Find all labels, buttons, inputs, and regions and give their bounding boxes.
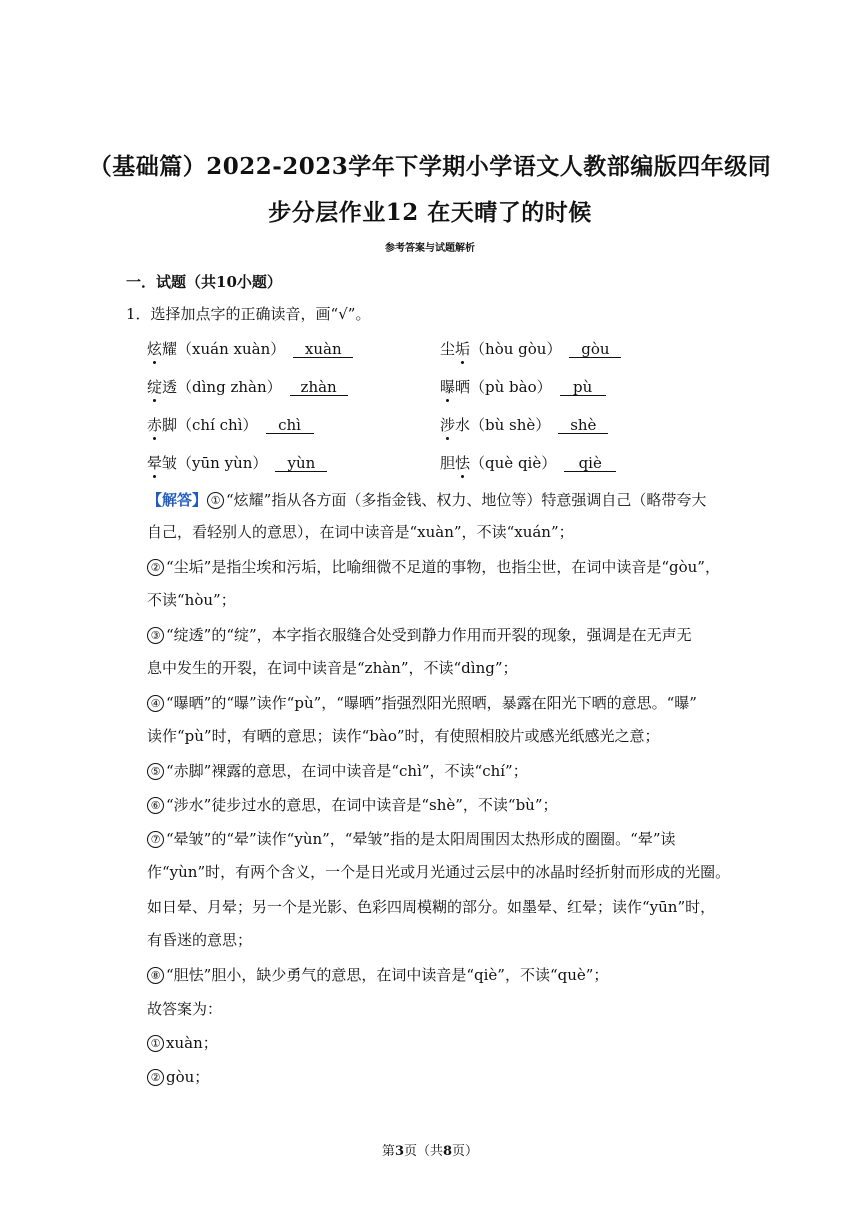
circled-number: ① bbox=[147, 1035, 164, 1052]
circled-number: ③ bbox=[147, 627, 164, 644]
options: （dìng zhàn） bbox=[177, 378, 282, 396]
explanation-line: ⑥ “涉水”徒步过水的意思，在词中读音是“shè”，不读“bù”； bbox=[147, 794, 737, 815]
answer-blank: shè bbox=[558, 417, 608, 434]
circled-number: ⑦ bbox=[147, 831, 164, 848]
explanation-line: 【解答】 ① “炫耀”指从各方面（多指金钱、权力、地位等）特意强调自己（略带夸大 bbox=[147, 491, 707, 509]
word-item: 涉水（bù shè） shè bbox=[440, 414, 608, 435]
dotted-char: 涉 bbox=[440, 416, 456, 434]
circled-number: ① bbox=[207, 492, 224, 509]
circled-number: ④ bbox=[147, 695, 164, 712]
explanation-line: 如日晕、月晕；另一个是光影、色彩四周模糊的部分。如墨晕、红晕；读作“yūn”时， bbox=[147, 898, 716, 916]
answer-blank: gòu bbox=[569, 341, 621, 358]
explanation-line: 有昏迷的意思； bbox=[147, 931, 253, 949]
circled-number: ⑥ bbox=[147, 797, 164, 814]
answer-tag: 【解答】 bbox=[147, 491, 208, 509]
page-number: 3 bbox=[394, 1144, 404, 1159]
dotted-char: 曝 bbox=[440, 378, 456, 396]
word-item: 尘垢（hòu gòu） gòu bbox=[440, 338, 621, 359]
options: （chí chì） bbox=[177, 416, 258, 434]
dotted-char: 炫 bbox=[147, 340, 163, 358]
answer-blank: chì bbox=[266, 417, 314, 434]
question-text: 1．选择加点字的正确读音，画“√”。 bbox=[126, 305, 371, 323]
word-item: 赤脚（chí chì） chì bbox=[147, 414, 314, 435]
explanation-line: ⑤ “赤脚”裸露的意思，在词中读音是“chì”，不读“chí”； bbox=[147, 760, 737, 781]
word-item: 晕皱（yūn yùn） yùn bbox=[147, 452, 327, 473]
page-total: 8 bbox=[443, 1144, 453, 1159]
explanation-line: ③ “绽透”的“绽”，本字指衣服缝合处受到静力作用而开裂的现象，强调是在无声无 bbox=[147, 624, 737, 645]
dotted-char: 赤 bbox=[147, 416, 163, 434]
options: （yūn yùn） bbox=[177, 454, 268, 472]
word-item: 胆怯（què qiè） qiè bbox=[440, 452, 616, 473]
answer-blank: zhàn bbox=[290, 379, 348, 396]
dotted-char: 晕 bbox=[147, 454, 163, 472]
options: （què qiè） bbox=[470, 454, 557, 472]
explanation-line: 故答案为： bbox=[147, 1000, 223, 1018]
answer-blank: xuàn bbox=[293, 341, 353, 358]
word-item: 炫耀（xuán xuàn） xuàn bbox=[147, 338, 353, 359]
dotted-char: 怯 bbox=[455, 454, 471, 472]
explanation-line: ② gòu； bbox=[147, 1066, 737, 1087]
explanation-line: 读作“pù”时，有晒的意思；读作“bào”时，有使照相胶片或感光纸感光之意； bbox=[147, 727, 660, 745]
options: （xuán xuàn） bbox=[177, 340, 286, 358]
circled-number: ② bbox=[147, 559, 164, 576]
word-item: 曝晒（pù bào） pù bbox=[440, 376, 606, 397]
answer-blank: pù bbox=[560, 379, 606, 396]
explanation-line: ① xuàn； bbox=[147, 1032, 737, 1053]
explanation-line: ⑧ “胆怯”胆小，缺少勇气的意思，在词中读音是“qiè”，不读“què”； bbox=[147, 964, 737, 985]
explanation-line: 不读“hòu”； bbox=[147, 591, 236, 609]
page-footer: 第3页（共8页） bbox=[381, 1144, 479, 1159]
dotted-char: 垢 bbox=[455, 340, 471, 358]
circled-number: ⑤ bbox=[147, 763, 164, 780]
explanation-line: 自己，看轻别人的意思），在词中读音是“xuàn”，不读“xuán”； bbox=[147, 523, 574, 541]
explanation-line: ④ “曝晒”的“曝”读作“pù”，“曝晒”指强烈阳光照晒，暴露在阳光下晒的意思。“曝” bbox=[147, 692, 737, 713]
answer-blank: yùn bbox=[275, 455, 327, 472]
section-heading: 一．试题（共10小题） bbox=[126, 273, 282, 291]
options: （hòu gòu） bbox=[470, 340, 562, 358]
explanation-line: 作“yùn”时，有两个含义，一个是日光或月光通过云层中的冰晶时经折射而形成的光圈。 bbox=[147, 863, 731, 881]
word-item: 绽透（dìng zhàn） zhàn bbox=[147, 376, 348, 397]
page-title-line1: （基础篇）2022-2023学年下学期小学语文人教部编版四年级同 bbox=[88, 153, 772, 180]
circled-number: ⑧ bbox=[147, 967, 164, 984]
page-title-line2: 步分层作业12 在天晴了的时候 bbox=[268, 199, 592, 226]
circled-number: ② bbox=[147, 1069, 164, 1086]
options: （pù bào） bbox=[470, 378, 552, 396]
subtitle: 参考答案与试题解析 bbox=[385, 243, 475, 254]
dotted-char: 绽 bbox=[147, 378, 163, 396]
answer-blank: qiè bbox=[564, 455, 616, 472]
explanation-line: ② “尘垢”是指尘埃和污垢，比喻细微不足道的事物，也指尘世，在词中读音是“gòu”， bbox=[147, 556, 737, 577]
explanation-line: ⑦ “晕皱”的“晕”读作“yùn”，“晕皱”指的是太阳周围因太热形成的圈圈。“晕”读 bbox=[147, 828, 737, 849]
options: （bù shè） bbox=[470, 416, 551, 434]
explanation-line: 息中发生的开裂，在词中读音是“zhàn”，不读“dìng”； bbox=[147, 659, 518, 677]
